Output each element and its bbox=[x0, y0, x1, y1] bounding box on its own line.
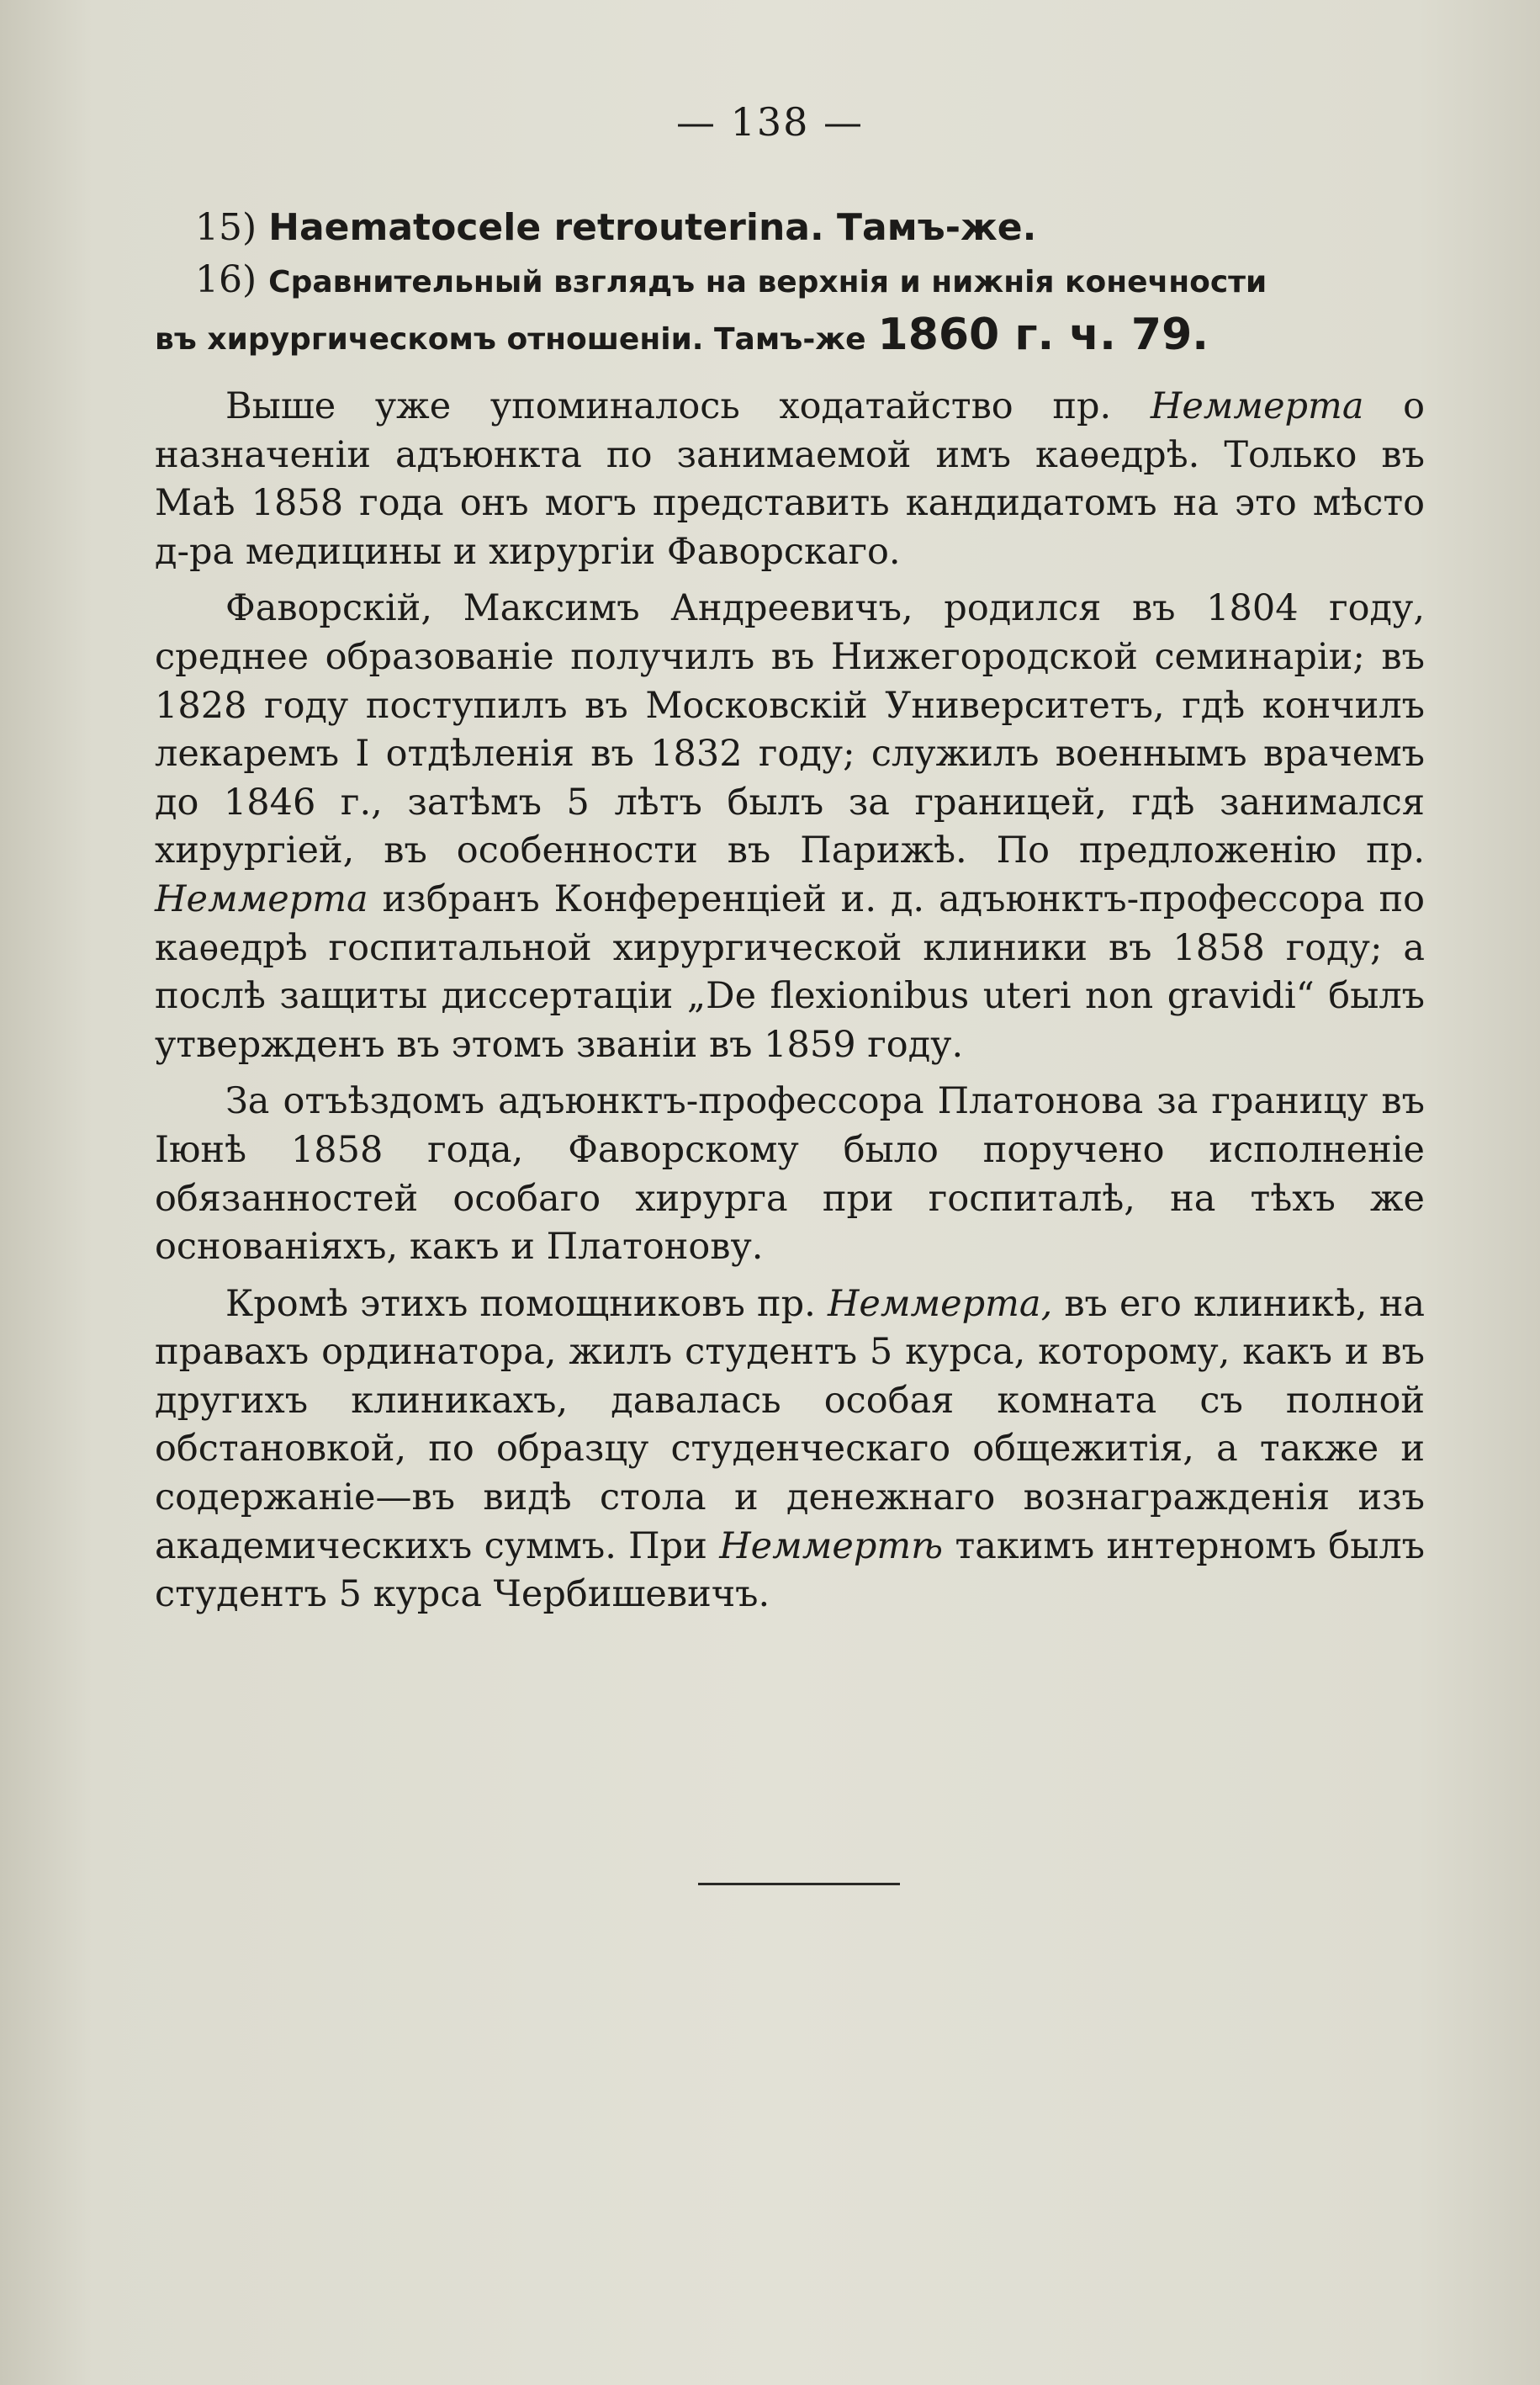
paragraph-text: За отъѣздомъ адъюнктъ-профессора Платонова за границу въ Іюнѣ 1858 года, Фаворскому было поручено исполненіе обязанностей особаго хирурга при госпиталѣ, на тѣхъ же основаніяхъ, какъ и Платонову. bbox=[155, 1080, 1425, 1269]
page-number: — 138 — bbox=[675, 99, 865, 145]
person-name: Неммерта bbox=[1150, 385, 1364, 427]
paragraph-text: такимъ интерномъ былъ студентъ 5 курса Чербишевичъ. bbox=[155, 1524, 1426, 1616]
reference-text: въ хирургическомъ отношеніи. Тамъ-же bbox=[155, 322, 866, 357]
paragraph-text: Кромѣ этихъ помощниковъ пр. bbox=[225, 1282, 816, 1325]
reference-item-continued bbox=[155, 309, 1425, 366]
page-text bbox=[155, 202, 1425, 1619]
person-name: Неммертѣ bbox=[719, 1524, 944, 1567]
spacer bbox=[155, 366, 1425, 383]
reference-item bbox=[155, 254, 1425, 309]
reference-item bbox=[155, 202, 1425, 254]
paragraph bbox=[155, 383, 1425, 576]
paragraph bbox=[155, 585, 1425, 1069]
reference-number: 16) bbox=[195, 258, 257, 301]
reference-text: Сравнительный взглядъ на верхнія и нижнія конечности bbox=[268, 265, 1267, 299]
reference-number: 15) bbox=[195, 206, 257, 249]
paragraph-text: Фаворскій, Максимъ Андреевичъ, родился въ 1804 году, среднее образованіе получилъ въ Нижегородской семинаріи; въ 1828 году поступилъ въ Московскій Университетъ, гдѣ кончилъ лекаремъ I отдѣленія въ 1832 году; служилъ военнымъ врачемъ до 1846 г., затѣмъ 5 лѣтъ былъ за границей, гдѣ занимался хирургіей, въ особенности въ Парижѣ. По предложенію пр. bbox=[155, 587, 1425, 872]
person-name: Неммерта, bbox=[827, 1282, 1053, 1325]
paragraph bbox=[155, 1078, 1425, 1271]
closing-rule bbox=[698, 1883, 900, 1885]
paragraph bbox=[155, 1280, 1425, 1619]
paragraph-text: о назначеніи адъюнкта по занимаемой имъ каѳедрѣ. Только въ Маѣ 1858 года онъ могъ представить кандидатомъ на это мѣсто д-ра медицины и хирургіи Фаворскаго. bbox=[155, 385, 1425, 573]
paragraph-text: избранъ Конференціей и. д. адъюнктъ-профессора по каѳедрѣ госпитальной хирургической клиники въ 1858 году; а послѣ защиты диссертаціи „De flexionibus uteri non gravidi“ былъ утвержденъ въ этомъ званіи въ 1859 году. bbox=[155, 877, 1425, 1066]
paragraph-text: Выше уже упоминалось ходатайство пр. bbox=[225, 385, 1112, 427]
person-name: Неммерта bbox=[155, 877, 368, 920]
reference-text: Haematocele retrouterina. Тамъ-же. bbox=[268, 206, 1037, 249]
paragraph-text: въ его клиникѣ, на правахъ ординатора, жилъ студентъ 5 курса, которому, какъ и въ другихъ клиникахъ, давалась особая комната съ полной обстановкой, по образцу студенческаго общежитія, а также и содержаніе—въ видѣ стола и денежнаго вознагражденія изъ академическихъ суммъ. При bbox=[155, 1282, 1425, 1567]
reference-source: 1860 г. ч. 79. bbox=[877, 310, 1209, 360]
